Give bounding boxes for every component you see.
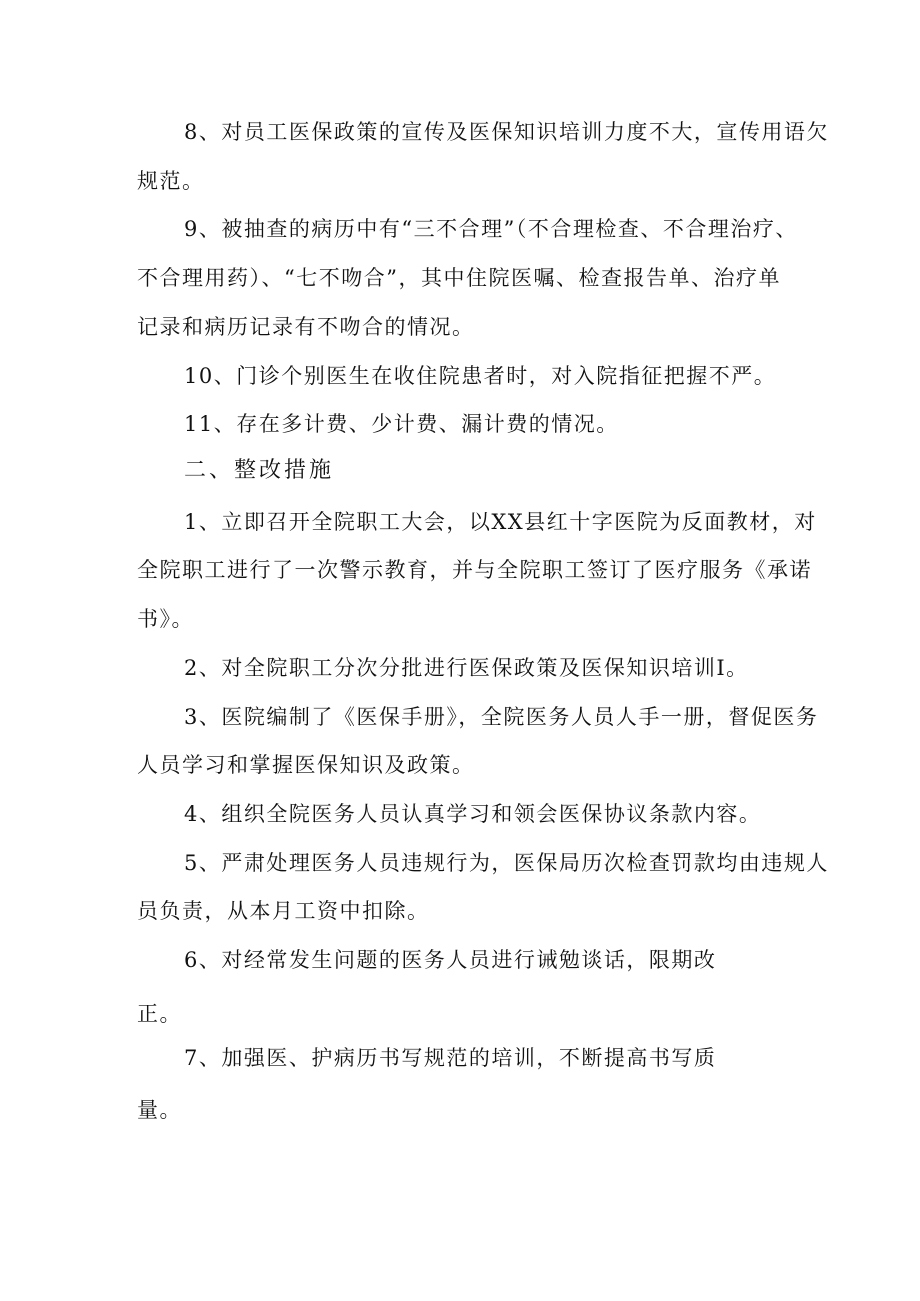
text-line: 7、加强医、护病历书写规范的培训，不断提高书写质 <box>184 1046 717 1070</box>
section-heading: 二、整改措施 <box>184 458 335 483</box>
text-line: 记录和病历记录有不吻合的情况。 <box>137 315 475 339</box>
text-line: 3、医院编制了《医保手册》，全院医务人员人手一册，督促医务 <box>184 705 819 729</box>
text-line: 4、组织全院医务人员认真学习和领会医保协议条款内容。 <box>184 802 762 826</box>
text-line: 书》。 <box>137 607 194 631</box>
text-line: 2、对全院职工分次分批进行医保政策及医保知识培训I。 <box>184 656 749 680</box>
text-line: 正。 <box>137 1002 182 1026</box>
text-line: 全院职工进行了一次警示教育，并与全院职工签订了医疗服务《承诺 <box>137 558 812 582</box>
text-line: 11、存在多计费、少计费、漏计费的情况。 <box>184 412 619 436</box>
text-line: 人员学习和掌握医保知识及政策。 <box>137 753 475 777</box>
text-line: 6、对经常发生问题的医务人员进行诫勉谈话，限期改 <box>184 948 717 972</box>
text-line: 规范。 <box>137 169 205 193</box>
text-line: 10、门诊个别医生在收住院患者时，对入院指征把握不严。 <box>184 364 777 388</box>
text-line: 员负责，从本月工资中扣除。 <box>137 899 430 923</box>
text-line: 5、严肃处理医务人员违规行为，医保局历次检查罚款均由违规人 <box>184 851 829 875</box>
text-line: 1、立即召开全院职工大会，以XX县红十字医院为反面教材，对 <box>184 510 817 534</box>
text-line: 量。 <box>137 1098 182 1122</box>
text-line: 9、被抽查的病历中有“三不合理”（不合理检查、不合理治疗、 <box>184 217 798 241</box>
text-line: 8、对员工医保政策的宣传及医保知识培训力度不大，宣传用语欠 <box>184 120 829 144</box>
text-line: 不合理用药）、“七不吻合”，其中住院医嘱、检查报告单、治疗单 <box>137 266 781 290</box>
